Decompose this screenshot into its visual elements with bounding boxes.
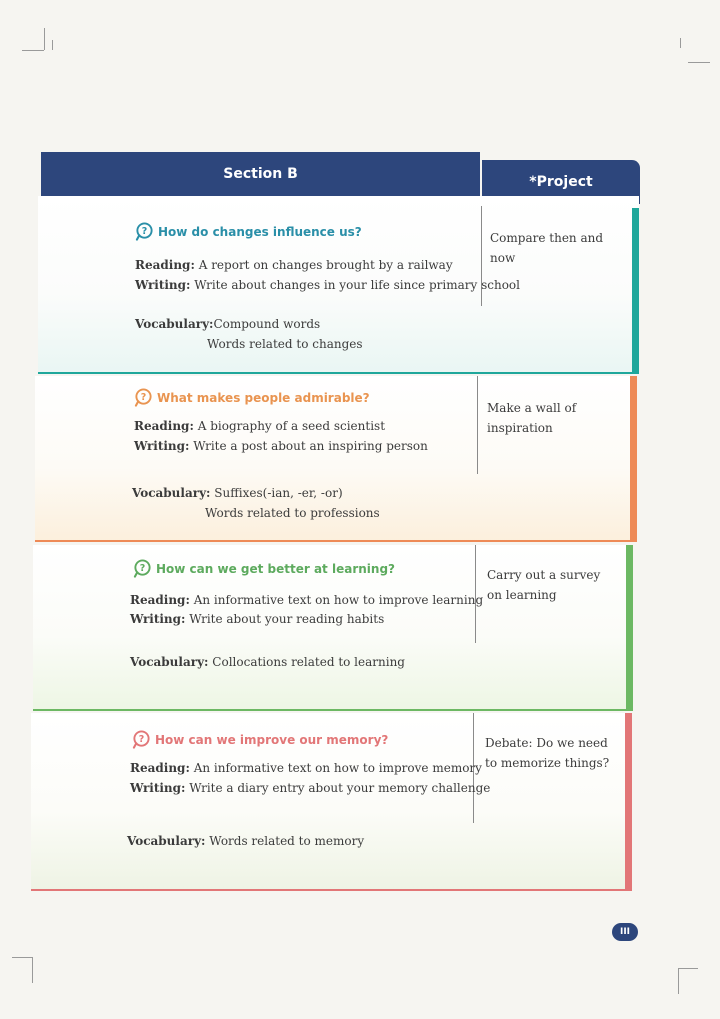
- reading-text: An informative text on how to improve learning: [193, 593, 484, 607]
- writing-text: Write a diary entry about your memory challenge: [189, 781, 491, 795]
- question-icon: [135, 222, 154, 241]
- unit-question: [134, 388, 370, 407]
- vocabulary-text: Suffixes(-ian, -er, -or): [214, 486, 343, 500]
- crop-mark: [680, 38, 681, 48]
- vocabulary-text: Compound words: [213, 317, 321, 331]
- reading-text: A biography of a seed scientist: [197, 419, 386, 433]
- question-icon: [133, 559, 152, 578]
- section-header: [41, 152, 480, 196]
- page-number-text: III: [619, 927, 631, 937]
- crop-mark: [678, 968, 679, 994]
- crop-mark: [688, 62, 710, 63]
- writing-label: Writing:: [135, 278, 191, 292]
- section-title: Section B: [223, 166, 298, 182]
- vocabulary-label: Vocabulary:: [130, 655, 209, 669]
- crop-mark: [22, 50, 44, 51]
- vocabulary-label: Vocabulary:: [127, 834, 206, 848]
- reading-label: Reading:: [130, 593, 190, 607]
- page-number: [612, 923, 638, 941]
- unit-block: [33, 545, 633, 711]
- unit-block: [38, 196, 639, 374]
- vocabulary-text: Words related to memory: [209, 834, 365, 848]
- writing-label: Writing:: [130, 612, 186, 626]
- question-icon: [132, 730, 151, 749]
- unit-question: [135, 222, 362, 241]
- unit-block: [35, 376, 637, 542]
- vocabulary-label: Vocabulary:: [132, 486, 211, 500]
- vocabulary-text-2: Words related to changes: [207, 337, 363, 351]
- project-title: *Project: [529, 174, 593, 190]
- reading-text: An informative text on how to improve memory: [193, 761, 482, 775]
- unit-question: [132, 730, 388, 749]
- question-text: What makes people admirable?: [157, 390, 370, 405]
- vocabulary-text: Collocations related to learning: [212, 655, 405, 669]
- crop-mark: [52, 40, 53, 50]
- unit-block: [31, 713, 632, 891]
- crop-mark: [12, 957, 32, 958]
- writing-text: Write about changes in your life since primary school: [194, 278, 520, 292]
- project-text: Make a wall of inspiration: [487, 401, 577, 435]
- crop-mark: [44, 28, 45, 50]
- question-text: How can we improve our memory?: [155, 732, 389, 747]
- writing-text: Write a post about an inspiring person: [193, 439, 428, 453]
- crop-mark: [678, 968, 698, 969]
- reading-label: Reading:: [135, 258, 195, 272]
- vocabulary-text-2: Words related to professions: [205, 506, 380, 520]
- crop-mark: [32, 957, 33, 983]
- writing-label: Writing:: [130, 781, 186, 795]
- svg-text:?: ?: [139, 562, 146, 574]
- svg-text:?: ?: [138, 733, 145, 745]
- writing-label: Writing:: [134, 439, 190, 453]
- vocabulary-label: Vocabulary:: [135, 317, 214, 331]
- question-icon: [134, 388, 153, 407]
- project-text: Carry out a survey on learning: [487, 568, 601, 602]
- reading-label: Reading:: [134, 419, 194, 433]
- svg-text:?: ?: [140, 391, 147, 403]
- question-text: How do changes influence us?: [158, 224, 362, 239]
- writing-text: Write about your reading habits: [189, 612, 385, 626]
- unit-question: [133, 559, 395, 578]
- project-text: Debate: Do we need to memorize things?: [485, 736, 610, 770]
- question-text: How can we get better at learning?: [156, 561, 395, 576]
- svg-text:?: ?: [141, 225, 148, 237]
- reading-text: A report on changes brought by a railway: [198, 258, 453, 272]
- reading-label: Reading:: [130, 761, 190, 775]
- project-text: Compare then and now: [490, 231, 604, 265]
